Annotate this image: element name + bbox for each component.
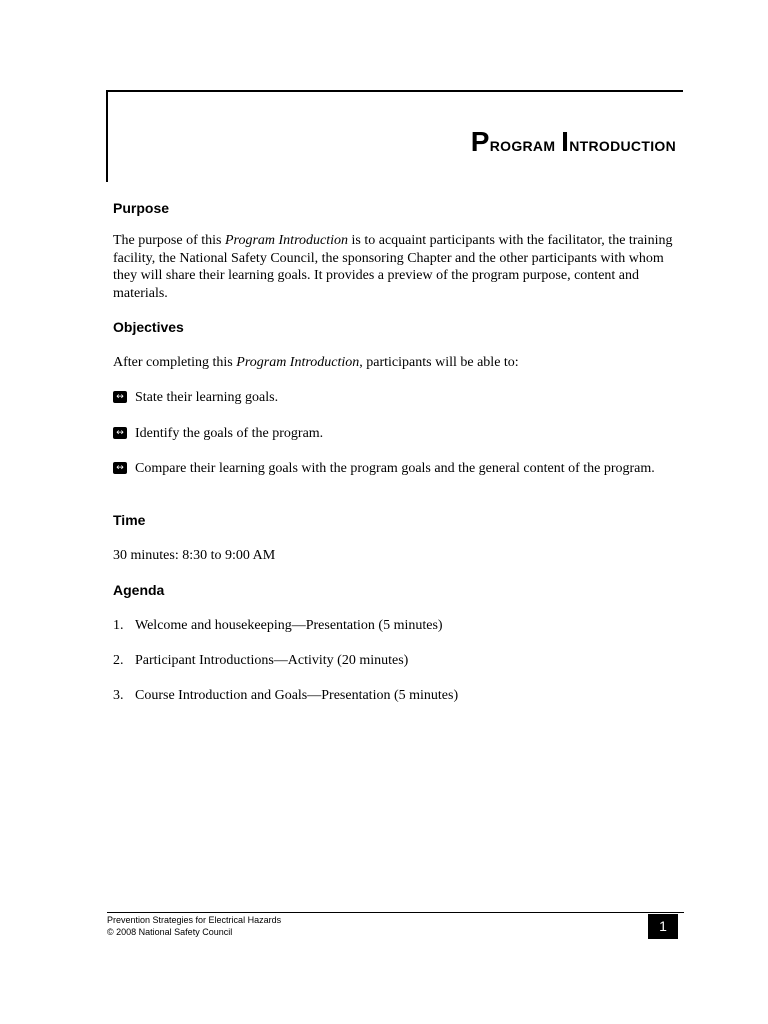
agenda-item: 1. Welcome and housekeeping—Presentation (5 minutes) — [113, 618, 443, 633]
title-frame-left-rule — [106, 90, 108, 182]
time-text: 30 minutes: 8:30 to 9:00 AM — [113, 548, 276, 563]
objective-item: ↔ State their learning goals. — [113, 389, 673, 407]
purpose-paragraph: The purpose of this Program Introduction is to acquaint participants with the facilitator, the training facility, the National Safety Council, the sponsoring Chapter and the other participants with whom they will share their learning goals. It provides a preview of the program purpose, content and materials. — [113, 233, 673, 301]
page-title: Program Introduction — [470, 126, 676, 157]
objective-item: ↔ Identify the goals of the program. — [113, 425, 673, 443]
agenda-item: 2. Participant Introductions—Activity (20 minutes) — [113, 653, 409, 668]
title-frame-top-rule — [106, 90, 683, 92]
page-number: 1 — [648, 914, 678, 939]
arrow-bullet-icon: ↔ — [113, 462, 127, 474]
agenda-item: 3. Course Introduction and Goals—Presentation (5 minutes) — [113, 688, 459, 703]
time-heading: Time — [113, 512, 146, 528]
objectives-intro: After completing this Program Introduction, participants will be able to: — [113, 355, 519, 370]
footer-copyright: © 2008 National Safety Council — [107, 927, 233, 937]
arrow-bullet-icon: ↔ — [113, 391, 127, 403]
arrow-bullet-icon: ↔ — [113, 427, 127, 439]
purpose-heading: Purpose — [113, 200, 170, 216]
objective-item: ↔ Compare their learning goals with the program goals and the general content of the program. — [113, 460, 673, 478]
objectives-heading: Objectives — [113, 319, 184, 335]
agenda-heading: Agenda — [113, 582, 165, 598]
footer-rule — [107, 912, 684, 913]
footer-course-title: Prevention Strategies for Electrical Hazards — [107, 915, 282, 925]
